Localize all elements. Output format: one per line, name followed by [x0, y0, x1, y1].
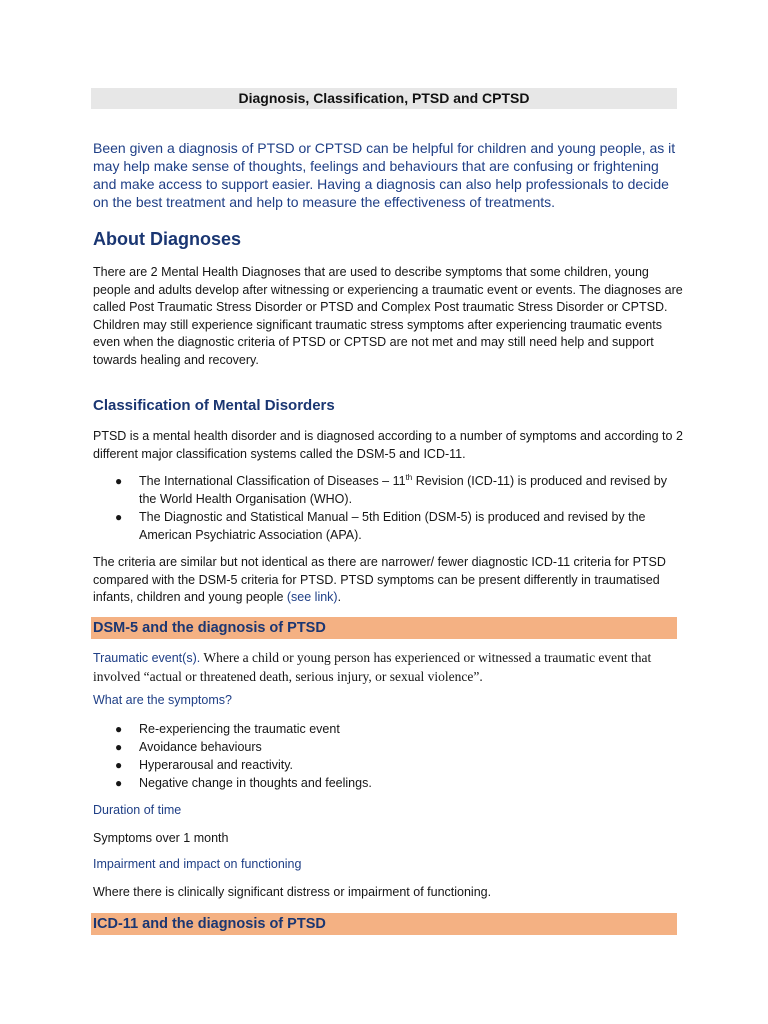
- bullet-dot-icon: ●: [115, 510, 123, 524]
- symptoms-heading: What are the symptoms?: [93, 693, 232, 707]
- bullet-dot-icon: ●: [115, 776, 123, 790]
- bullet-dot-icon: ●: [115, 474, 123, 488]
- impairment-heading: Impairment and impact on functioning: [93, 857, 302, 871]
- list-item: [93, 472, 683, 508]
- classification-list: [93, 472, 683, 544]
- classification-paragraph: PTSD is a mental health disorder and is diagnosed according to a number of symptoms and according to 2 different major classification systems called the DSM-5 and ICD-11.: [93, 429, 683, 461]
- classification-heading: Classification of Mental Disorders: [93, 397, 335, 414]
- icd-item-text-end: Revision (ICD-11) is produced and revised by the World Health Organisation (WHO).: [139, 474, 667, 506]
- symptoms-list: [93, 720, 683, 792]
- traumatic-event-text: Where a child or young person has experienced or witnessed a traumatic event that involved “actual or threatened death, serious injury, or sexual violence”.: [93, 650, 652, 684]
- document-title: Diagnosis, Classification, PTSD and CPTSD: [91, 88, 677, 109]
- symptom-text: Hyperarousal and reactivity.: [139, 758, 294, 772]
- bullet-dot-icon: ●: [115, 758, 123, 772]
- criteria-period: .: [337, 590, 342, 605]
- about-diagnoses-paragraph: There are 2 Mental Health Diagnoses that are used to describe symptoms that some children, young people and adults develop after witnessing or experiencing a traumatic event or events. The diagnoses are called Post Traumatic Stress Disorder or PTSD and Complex Post traumatic Stress Disorder or CPTSD. Children may still experience significant traumatic stress symptoms after experiencing traumatic events even when the diagnostic criteria of PTSD or CPTSD are not met and may still need help and support towards healing and recovery.: [93, 265, 683, 367]
- dsm5-heading: DSM-5 and the diagnosis of PTSD: [91, 617, 677, 639]
- list-item: [93, 756, 683, 774]
- criteria-paragraph: [93, 554, 683, 607]
- icd11-heading: ICD-11 and the diagnosis of PTSD: [91, 913, 677, 935]
- list-item: [93, 738, 683, 756]
- impairment-text: Where there is clinically significant distress or impairment of functioning.: [93, 885, 492, 899]
- symptom-text: Avoidance behaviours: [139, 740, 262, 754]
- traumatic-event-paragraph: [93, 649, 683, 686]
- icd-item-text: The International Classification of Diseases – 11: [139, 474, 406, 488]
- about-diagnoses-heading: About Diagnoses: [93, 229, 242, 249]
- bullet-dot-icon: ●: [115, 722, 123, 736]
- duration-heading: Duration of time: [93, 803, 182, 817]
- criteria-text: The criteria are similar but not identical as there are narrower/ fewer diagnostic ICD-11 criteria for PTSD compared with the DSM-5 criteria for PTSD. PTSD symptoms can be present differently in traumatised infants, children and young people: [93, 555, 666, 605]
- icd-item-superscript: th: [405, 472, 413, 482]
- list-item: [93, 720, 683, 738]
- duration-text: Symptoms over 1 month: [93, 831, 229, 845]
- traumatic-event-label: Traumatic event(s).: [93, 651, 201, 665]
- dsm-item-text: The Diagnostic and Statistical Manual – 5th Edition (DSM-5) is produced and revised by the American Psychiatric Association (APA).: [139, 510, 646, 542]
- symptom-text: Negative change in thoughts and feelings.: [139, 776, 372, 790]
- bullet-dot-icon: ●: [115, 740, 123, 754]
- intro-paragraph: Been given a diagnosis of PTSD or CPTSD can be helpful for children and young people, as it may help make sense of thoughts, feelings and behaviours that are confusing or frightening and make access to support easier. Having a diagnosis can also help professionals to decide on the best treatment and help to measure the effectiveness of treatments.: [93, 140, 676, 210]
- symptom-text: Re-experiencing the traumatic event: [139, 722, 340, 736]
- list-item: [93, 774, 683, 792]
- list-item: [93, 508, 683, 544]
- see-link[interactable]: (see link): [286, 590, 338, 605]
